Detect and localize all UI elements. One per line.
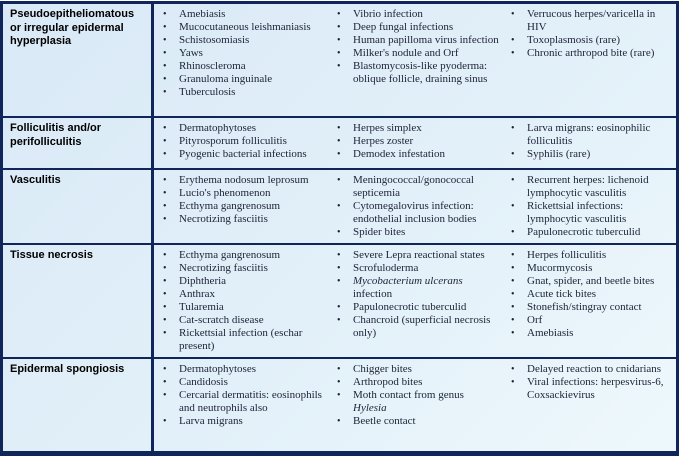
list-item [160, 73, 326, 86]
list-item [160, 288, 326, 301]
list-item-text: Anthrax [179, 288, 216, 300]
list-item [160, 301, 326, 314]
list-item-text: Herpes simplex [353, 122, 422, 134]
bullet-icon: • [163, 175, 167, 186]
list-item [334, 8, 500, 21]
bullet-icon: • [337, 416, 341, 427]
list-item-text: Mucocutaneous leishmaniasis [179, 21, 311, 33]
row-header-cell [3, 4, 154, 116]
list-item [160, 187, 326, 200]
list-item-text: Tularemia [179, 301, 224, 313]
row-header-cell [3, 170, 154, 243]
bullet-icon: • [163, 35, 167, 46]
list-item-text: Milker's nodule and Orf [353, 47, 459, 59]
bullet-icon: • [511, 328, 515, 339]
list-item-text: Rhinoscleroma [179, 60, 246, 72]
list-item-text: Beetle contact [353, 415, 416, 427]
bullet-icon: • [511, 175, 515, 186]
list-item-text: Schistosomiasis [179, 34, 250, 46]
bullet-icon: • [337, 377, 341, 388]
list-item [334, 249, 500, 262]
bullet-list [334, 8, 500, 86]
list-item-text: Demodex infestation [353, 148, 445, 160]
bullet-icon: • [511, 123, 515, 134]
list-item [508, 288, 674, 301]
bullet-icon: • [337, 227, 341, 238]
bullet-icon: • [163, 328, 167, 339]
table-row [3, 118, 676, 170]
list-item [334, 262, 500, 275]
list-item [508, 174, 674, 200]
list-item [508, 200, 674, 226]
bullet-icon: • [511, 377, 515, 388]
bullet-icon: • [511, 250, 515, 261]
table-row [3, 245, 676, 359]
bullet-icon: • [511, 276, 515, 287]
row-header-label: Tissue necrosis [10, 249, 93, 261]
list-item [334, 376, 500, 389]
bullet-list [508, 174, 674, 239]
list-item [160, 122, 326, 135]
list-item [508, 262, 674, 275]
list-item-text: Acute tick bites [527, 288, 597, 300]
bullet-icon: • [163, 250, 167, 261]
list-item-text: Pityrosporum folliculitis [179, 135, 287, 147]
list-item-text: Dermatophytoses [179, 363, 256, 375]
list-item-text: Meningococcal/gonococcal septicemia [353, 174, 474, 199]
list-item [160, 34, 326, 47]
bullet-list [508, 8, 674, 60]
list-item [508, 148, 674, 161]
bullet-icon: • [337, 175, 341, 186]
list-item [508, 314, 674, 327]
bullet-icon: • [511, 149, 515, 160]
list-item-text: Vibrio infection [353, 8, 423, 20]
list-item [334, 363, 500, 376]
bullet-list [508, 363, 674, 402]
list-item [160, 174, 326, 187]
list-item-text: Severe Lepra reactional states [353, 249, 485, 261]
bullet-icon: • [163, 289, 167, 300]
list-item-text: Ecthyma gangrenosum [179, 249, 281, 261]
list-item-text: Orf [527, 314, 543, 326]
bullet-list-cell [154, 245, 328, 357]
list-item [334, 148, 500, 161]
bullet-icon: • [163, 377, 167, 388]
list-item [160, 8, 326, 21]
bullet-icon: • [337, 315, 341, 326]
list-item [160, 47, 326, 60]
bullet-icon: • [337, 263, 341, 274]
list-item-text: Larva migrans: eosinophilic folliculitis [527, 122, 651, 147]
list-item [508, 122, 674, 148]
bullet-icon: • [511, 48, 515, 59]
bullet-list-cell [328, 118, 502, 168]
list-item [160, 249, 326, 262]
bullet-list-cell [328, 245, 502, 357]
list-item-text: Erythema nodosum leprosum [179, 174, 309, 186]
row-header-label: Pseudoepitheliomatous or irregular epidermal hyperplasia [10, 8, 135, 47]
bullet-icon: • [511, 289, 515, 300]
bullet-list [160, 174, 326, 226]
bullet-icon: • [337, 136, 341, 147]
bullet-icon: • [337, 390, 341, 401]
list-item-text: Moth contact from genus Hylesia [353, 389, 464, 414]
bullet-icon: • [337, 201, 341, 212]
bullet-icon: • [163, 416, 167, 427]
bullet-icon: • [337, 123, 341, 134]
bullet-list-cell [154, 4, 328, 116]
list-item-text: Spider bites [353, 226, 406, 238]
list-item [160, 86, 326, 99]
bullet-icon: • [163, 188, 167, 199]
bullet-icon: • [337, 61, 341, 72]
bullet-icon: • [163, 61, 167, 72]
bullet-icon: • [163, 123, 167, 134]
list-item [334, 21, 500, 34]
list-item [334, 314, 500, 340]
list-item-text: Cercarial dermatitis: eosinophils and neutrophils also [179, 389, 322, 414]
list-item-text: Herpes folliculitis [527, 249, 607, 261]
list-item [334, 60, 500, 86]
list-item-text: Chancroid (superficial necrosis only) [353, 314, 491, 339]
bullet-icon: • [163, 9, 167, 20]
list-item [160, 213, 326, 226]
bullet-icon: • [163, 201, 167, 212]
list-item-text: Larva migrans [179, 415, 243, 427]
row-header-label: Vasculitis [10, 174, 61, 186]
bullet-icon: • [163, 48, 167, 59]
list-item-text: Mucormycosis [527, 262, 593, 274]
bullet-icon: • [337, 149, 341, 160]
list-item [508, 363, 674, 376]
bullet-list [508, 249, 674, 340]
list-item-text: Necrotizing fasciitis [179, 262, 268, 274]
bullet-icon: • [337, 22, 341, 33]
list-item [508, 34, 674, 47]
list-item [334, 415, 500, 428]
list-item [334, 275, 500, 301]
list-item-text: Chigger bites [353, 363, 412, 375]
list-item-text: Dermatophytoses [179, 122, 256, 134]
list-item [334, 47, 500, 60]
list-item [334, 200, 500, 226]
list-item [160, 60, 326, 73]
bullet-list [334, 363, 500, 428]
list-item [334, 389, 500, 415]
list-item-text: Toxoplasmosis (rare) [527, 34, 621, 46]
list-item-text: Delayed reaction to cnidarians [527, 363, 662, 375]
list-item [160, 389, 326, 415]
bullet-icon: • [511, 227, 515, 238]
list-item-text: Diphtheria [179, 275, 227, 287]
table-row [3, 359, 676, 451]
list-item-text: Granuloma inguinale [179, 73, 273, 85]
list-item-text: Mycobacterium ulcerans infection [353, 275, 463, 300]
list-item [334, 301, 500, 314]
table-row [3, 4, 676, 118]
list-item-text: Lucio's phenomenon [179, 187, 271, 199]
bullet-icon: • [163, 136, 167, 147]
list-item [160, 415, 326, 428]
row-header-cell [3, 359, 154, 451]
list-item-text: Cat-scratch disease [179, 314, 264, 326]
list-item [160, 327, 326, 353]
list-item-text: Papulonecrotic tuberculid [353, 301, 467, 313]
list-item [160, 200, 326, 213]
bullet-icon: • [511, 302, 515, 313]
bullet-list-cell [502, 118, 676, 168]
list-item-text: Cytomegalovirus infection: endothelial inclusion bodies [353, 200, 477, 225]
list-item-text: Stonefish/stingray contact [527, 301, 642, 313]
bullet-list-cell [502, 170, 676, 243]
bullet-icon: • [511, 35, 515, 46]
bullet-list [334, 122, 500, 161]
bullet-icon: • [511, 9, 515, 20]
list-item [334, 174, 500, 200]
bullet-icon: • [163, 214, 167, 225]
list-item-text: Amebiasis [527, 327, 574, 339]
conditions-table [0, 1, 679, 456]
list-item [508, 376, 674, 402]
list-item [508, 301, 674, 314]
row-header-label: Epidermal spongiosis [10, 363, 125, 375]
list-item-text: Human papilloma virus infection [353, 34, 499, 46]
bullet-list-cell [328, 359, 502, 451]
bullet-icon: • [163, 149, 167, 160]
list-item [160, 376, 326, 389]
list-item-text: Gnat, spider, and beetle bites [527, 275, 655, 287]
bullet-list [334, 174, 500, 239]
bullet-icon: • [511, 263, 515, 274]
bullet-icon: • [163, 87, 167, 98]
list-item-text: Scrofuloderma [353, 262, 419, 274]
list-item-text: Deep fungal infections [353, 21, 454, 33]
list-item [160, 21, 326, 34]
list-item [508, 47, 674, 60]
bullet-list [160, 363, 326, 428]
list-item-text: Verrucous herpes/varicella in HIV [527, 8, 656, 33]
list-item [508, 275, 674, 288]
list-item-text: Viral infections: herpesvirus-6, Coxsackievirus [527, 376, 664, 401]
list-item [508, 226, 674, 239]
bullet-list [160, 249, 326, 353]
list-item-text: Syphilis (rare) [527, 148, 591, 160]
bullet-icon: • [337, 9, 341, 20]
bullet-icon: • [337, 364, 341, 375]
bullet-icon: • [337, 35, 341, 46]
list-item-text: Papulonecrotic tuberculid [527, 226, 641, 238]
list-item-text: Pyogenic bacterial infections [179, 148, 307, 160]
row-header-cell [3, 118, 154, 168]
bullet-list-cell [502, 4, 676, 116]
bullet-icon: • [163, 364, 167, 375]
list-item-text: Candidosis [179, 376, 228, 388]
bullet-list [334, 249, 500, 340]
row-header-cell [3, 245, 154, 357]
bullet-list-cell [328, 4, 502, 116]
list-item [508, 8, 674, 34]
bullet-list [508, 122, 674, 161]
list-item-text: Herpes zoster [353, 135, 414, 147]
bullet-list-cell [154, 170, 328, 243]
bullet-icon: • [337, 302, 341, 313]
bullet-list-cell [502, 359, 676, 451]
list-item-text: Necrotizing fasciitis [179, 213, 268, 225]
list-item-text: Blastomycosis-like pyoderma: oblique follicle, draining sinus [353, 60, 488, 85]
row-header-label: Folliculitis and/or perifolliculitis [10, 122, 102, 148]
table-row [3, 170, 676, 245]
bullet-list-cell [502, 245, 676, 357]
bullet-icon: • [337, 48, 341, 59]
bullet-list-cell [154, 359, 328, 451]
list-item [334, 135, 500, 148]
bullet-list-cell [154, 118, 328, 168]
bullet-icon: • [163, 302, 167, 313]
list-item-text: Rickettsial infection (eschar present) [179, 327, 303, 352]
list-item [508, 327, 674, 340]
bullet-icon: • [511, 201, 515, 212]
bullet-list [160, 122, 326, 161]
bullet-icon: • [163, 263, 167, 274]
bullet-icon: • [163, 22, 167, 33]
bullet-list [160, 8, 326, 99]
list-item-text: Ecthyma gangrenosum [179, 200, 281, 212]
bullet-icon: • [163, 276, 167, 287]
list-item-text: Recurrent herpes: lichenoid lymphocytic vasculitis [527, 174, 649, 199]
list-item-text: Tuberculosis [179, 86, 236, 98]
list-item [334, 34, 500, 47]
list-item [160, 314, 326, 327]
list-item-text: Amebiasis [179, 8, 226, 20]
bullet-icon: • [163, 74, 167, 85]
list-item [160, 275, 326, 288]
list-item [334, 226, 500, 239]
list-item-text: Yaws [179, 47, 203, 59]
list-item-text: Rickettsial infections: lymphocytic vasculitis [527, 200, 627, 225]
list-item [160, 363, 326, 376]
bullet-icon: • [511, 364, 515, 375]
bullet-icon: • [337, 250, 341, 261]
bullet-icon: • [163, 390, 167, 401]
bullet-icon: • [511, 315, 515, 326]
list-item-text: Chronic arthropod bite (rare) [527, 47, 655, 59]
list-item [334, 122, 500, 135]
bullet-icon: • [163, 315, 167, 326]
list-item [508, 249, 674, 262]
list-item [160, 262, 326, 275]
list-item [160, 135, 326, 148]
list-item [160, 148, 326, 161]
bullet-list-cell [328, 170, 502, 243]
list-item-text: Arthropod bites [353, 376, 423, 388]
bullet-icon: • [337, 276, 341, 287]
